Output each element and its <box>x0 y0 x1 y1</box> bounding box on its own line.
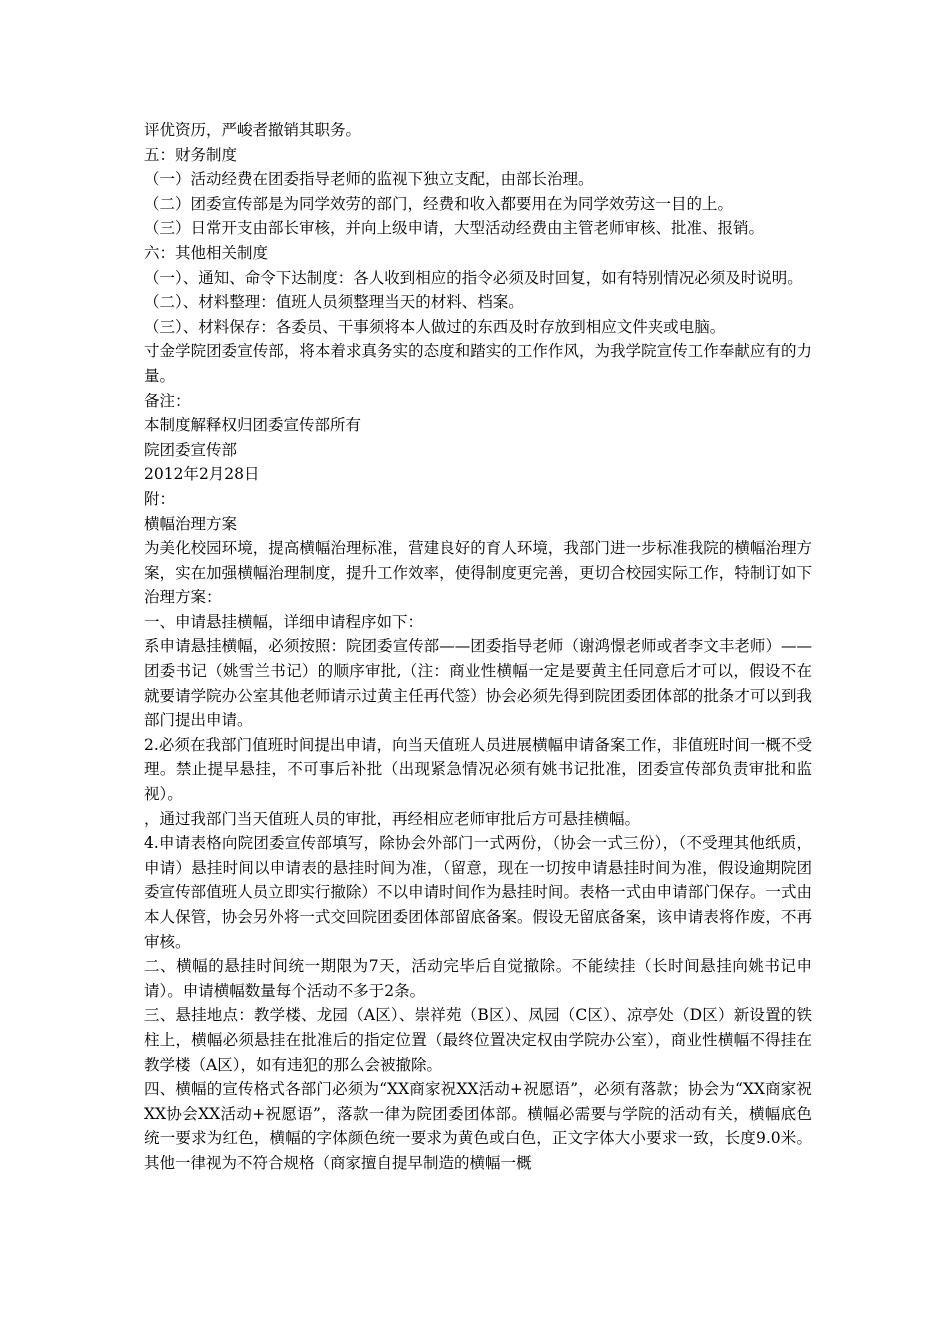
signature-department: 院团委宣传部 <box>144 440 238 459</box>
paragraph-18: 一、申请悬挂横幅，详细申请程序如下： <box>144 612 424 631</box>
paragraph-9: （三）、材料保存：各委员、干事须将本人做过的东西及时存放到相应文件夹或电脑。 <box>144 317 726 336</box>
note-label: 备注： <box>144 391 191 410</box>
document-body <box>144 118 812 1176</box>
paragraph-20: 2.必须在我部门值班时间提出申请，向当天值班人员进展横幅申请备案工作，非值班时间一概不受理。禁止提早悬挂，不可事后补批（出现紧急情况必须有姚书记批准，团委宣传部负责审批和监视）。 <box>144 735 812 804</box>
paragraph-25: 四、横幅的宣传格式各部门必须为“XX商家祝XX活动+祝愿语”，必须有落款；协会为“XX商家祝XX协会XX活动+祝愿语”，落款一律为院团委团体部。横幅必需要与学院的活动有关，横幅底色统一要求为红色，横幅的字体颜色统一要求为黄色或白色，正文字体大小要求一致，长度9.0米。其他一律视为不符合规格（商家擅自提早制造的横幅一概 <box>144 1080 812 1172</box>
section-heading-other: 六：其他相关制度 <box>144 243 269 262</box>
paragraph-21: ，通过我部门当天值班人员的审批，再经相应老师审批后方可悬挂横幅。 <box>144 809 641 828</box>
paragraph-10: 寸金学院团委宣传部，将本着求真务实的态度和踏实的工作作风，为我学院宣传工作奉献应有的力量。 <box>144 342 812 385</box>
paragraph-1: 评优资历，严峻者撤销其职务。 <box>144 121 362 139</box>
paragraph-17: 为美化校园环境，提高横幅治理标准，营建良好的育人环境，我部门进一步标准我院的横幅治理方案，实在加强横幅治理制度，提升工作效率，使得制度更完善，更切合校园实际工作，特制订如下治理方案： <box>144 539 812 607</box>
paragraph-19: 系申请悬挂横幅，必须按照：院团委宣传部——团委指导老师（谢鸿憬老师或者李文丰老师）——团委书记（姚雪兰书记）的顺序审批,（注：商业性横幅一定是要黄主任同意后才可以，假设不在就要请学院办公室其他老师请示过黄主任再代签）协会必须先得到院团委团体部的批条才可以到我部门提出申请。 <box>144 637 812 730</box>
paragraph-24: 三、悬挂地点：教学楼、龙园（A区）、崇祥苑（B区）、凤园（C区）、凉亭处（D区）新设置的铁柱上，横幅必须悬挂在批准后的指定位置（最终位置决定权由学院办公室），商业性横幅不得挂在教学楼（A区），如有违犯的那么会被撤除。 <box>144 1006 812 1074</box>
paragraph-7: （一）、通知、命令下达制度：各人收到相应的指令必须及时回复，如有特别情况必须及时说明。 <box>144 268 803 287</box>
signature-date: 2012年2月28日 <box>144 465 260 484</box>
paragraph-8: （二）、材料整理：值班人员须整理当天的材料、档案。 <box>144 293 524 312</box>
paragraph-22: 4.申请表格向院团委宣传部填写，除协会外部门一式两份，（协会一式三份），（不受理其他纸质，申请）悬挂时间以申请表的悬挂时间为准，（留意，现在一切按申请悬挂时间为准，假设逾期院团委宣传部值班人员立即实行撤除）不以申请时间作为悬挂时间。表格一式由申请部门保存。一式由本人保管，协会另外将一式交回院团委团体部留底备案。假设无留底备案，该申请表将作废，不再审核。 <box>144 834 812 951</box>
paragraph-3: （一）活动经费在团委指导老师的监视下独立支配，由部长治理。 <box>144 170 594 189</box>
appendix-title: 横幅治理方案 <box>144 514 238 533</box>
section-heading-finance: 五：财务制度 <box>144 145 238 164</box>
paragraph-5: （三）日常开支由部长审核，并向上级申请，大型活动经费由主管老师审核、批准、报销。 <box>144 219 765 238</box>
appendix-label: 附： <box>144 489 176 508</box>
paragraph-23: 二、横幅的悬挂时间统一期限为7天，活动完毕后自觉撤除。不能续挂（长时间悬挂向姚书记申请）。申请横幅数量每个活动不多于2条。 <box>144 957 812 1000</box>
paragraph-4: （二）团委宣传部是为同学效劳的部门，经费和收入都要用在为同学效劳这一目的上。 <box>144 194 734 213</box>
note-text: 本制度解释权归团委宣传部所有 <box>144 416 362 435</box>
